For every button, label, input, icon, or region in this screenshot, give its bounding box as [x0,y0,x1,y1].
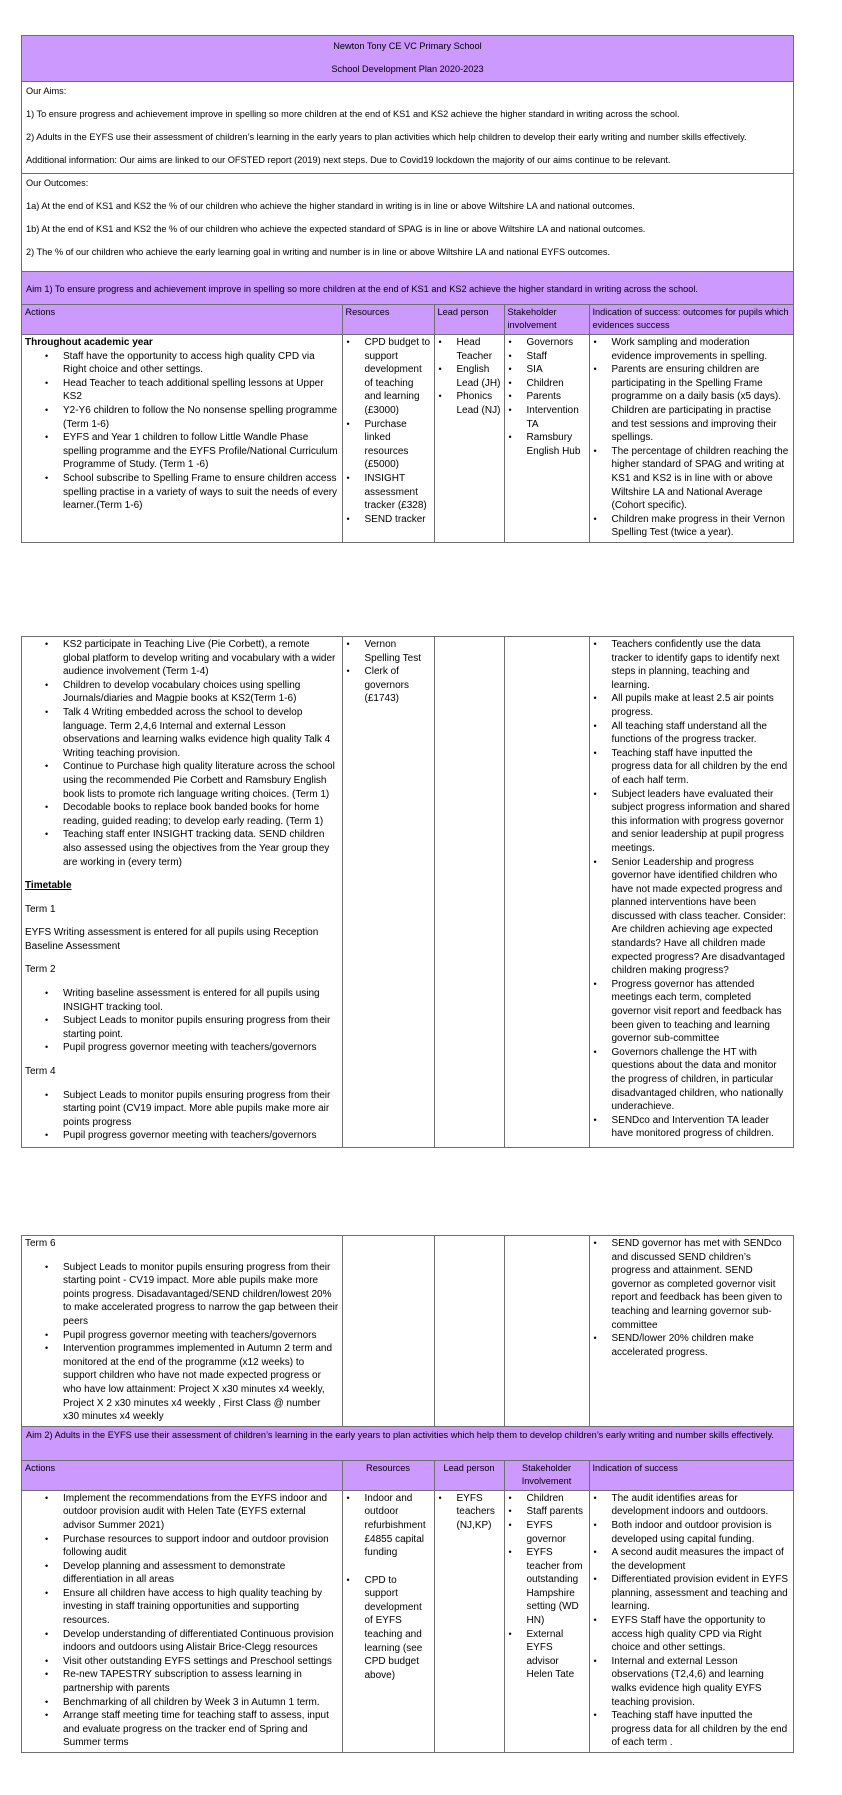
term6-list [25,1261,339,1424]
actions-heading: Throughout academic year [25,337,153,348]
term-label: Term 6 [25,1238,56,1249]
our-aims [22,82,793,174]
our-outcomes [22,174,793,272]
table-row [22,335,793,542]
table-header-row [22,1461,793,1491]
list-item: • Work sampling and moderation evidence improvements in spelling. [612,336,791,363]
list-item: • All teaching staff understand all the functions of the progress tracker. [612,720,791,747]
list-item: • Writing baseline assessment is entered for all pupils using INSIGHT tracking tool. [63,987,339,1014]
stakeholder-cell [504,1490,589,1752]
list-item: • Pupil progress governor meeting with teachers/governors [63,1129,339,1143]
success-list [593,1492,791,1750]
table-row [22,1490,793,1752]
outcomes-heading: Our Outcomes: [26,178,89,188]
list-item: • Arrange staff meeting time for teaching staff to assess, input and evaluate progress on the tracker end of Spring and Summer terms [63,1709,339,1750]
list-item: • Purchase resources to support indoor and outdoor provision following audit [63,1533,339,1560]
timetable-heading: Timetable [25,880,72,892]
aim2-title: Aim 2) Adults in the EYFS use their assessment of children’s learning in the early years to plan activities which help them to develop children’s early writing and number skills effectively. [22,1427,793,1461]
list-item: • Differentiated provision evident in EYFS planning, assessment and teaching and learning. [612,1573,791,1614]
actions-cell [22,637,342,1147]
list-item: • Pupil progress governor meeting with teachers/governors [63,1041,339,1055]
list-item: • The audit identifies areas for development indoors and outdoors. [612,1492,791,1519]
list-item: • Teaching staff have inputted the progress data for all children by the end of each half term. [612,747,791,788]
term1-text: EYFS Writing assessment is entered for all pupils using Reception Baseline Assessment [25,927,319,952]
actions-cell [22,1236,342,1426]
col-resources: Resources [342,1461,434,1491]
list-item: • Phonics Lead (NJ) [457,390,501,417]
aim2-table [22,1461,793,1752]
list-item: • Staff parents [527,1505,586,1519]
success-cell [589,1490,793,1752]
stakeholder-list [508,1492,586,1682]
col-stakeholder: Stakeholder Involvement [504,1461,589,1491]
actions-cell [22,1490,342,1752]
resources-cell [342,637,434,1147]
list-item: • Pupil progress governor meeting with teachers/governors [63,1329,339,1343]
lead-list [438,1492,501,1533]
list-item: • Intervention TA [527,404,586,431]
aim1-table-continued [22,637,793,1147]
col-actions: Actions [22,305,342,335]
list-item: • Intervention programmes implemented in Autumn 2 term and monitored at the end of the programme (x12 weeks) to support children who have not made expected progress or who have low attainment: Project X x30 minutes x4 weekly, Project X 2 x30 minutes x4 weekly , First Class @ number x30 minutes x4 weekly [63,1342,339,1424]
resources-list [346,1574,431,1683]
term-label: Term 1 [25,903,56,915]
col-lead-person: Lead person [434,1461,504,1491]
plan-page-2 [21,636,794,1148]
list-item: • Visit other outstanding EYFS settings and Preschool settings [63,1655,339,1669]
col-stakeholder: Stakeholder involvement [504,305,589,335]
list-item: • SEND/lower 20% children make accelerated progress. [612,1332,791,1359]
outcome-item: 2) The % of our children who achieve the early learning goal in writing and number is in line or above Wiltshire LA and national EYFS outcomes. [26,247,611,257]
list-item: • Benchmarking of all children by Week 3 in Autumn 1 term. [63,1696,339,1710]
plan-page-3 [21,1235,794,1753]
list-item: • Clerk of governors (£1743) [365,665,431,706]
list-item: • Governors [527,336,586,350]
actions-cell [22,335,342,542]
school-name: Newton Tony CE VC Primary School [333,41,482,51]
list-item: • Head Teacher to teach additional spelling lessons at Upper KS2 [63,377,339,404]
lead-cell [434,1490,504,1752]
aim1-table-wrap [22,305,793,542]
list-item: • Children [527,377,586,391]
stakeholder-cell [504,335,589,542]
stakeholder-list [508,336,586,458]
list-item: • Governors challenge the HT with questions about the data and monitor the progress of children, in particular disadvantaged children, who nationally underachieve. [612,1046,791,1114]
list-item: • Senior Leadership and progress governor have identified children who have not made expected progress and planned interventions have been discussed with class teacher. Consider: Are children achieving age expected standards? Have all children made expected progress? Are disadvantaged children making progress? [612,856,791,978]
lead-cell [434,335,504,542]
list-item: • Parents [527,390,586,404]
list-item: • Develop planning and assessment to demonstrate differentiation in all areas [63,1560,339,1587]
col-resources: Resources [342,305,434,335]
stakeholder-cell [504,1236,589,1426]
success-cell [589,1236,793,1426]
col-success: Indication of success: outcomes for pupils which evidences success [589,305,793,335]
list-item: • External EYFS advisor Helen Tate [527,1628,586,1682]
outcome-item: 1b) At the end of KS1 and KS2 the % of our children who achieve the expected standard of SPAG is in line or above Wiltshire LA and national outcomes. [26,224,646,234]
list-item: • Indoor and outdoor refurbishment £4855 capital funding [365,1492,431,1560]
list-item: • Re-new TAPESTRY subscription to assess learning in partnership with parents [63,1668,339,1695]
list-item: • EYFS governor [527,1519,586,1546]
list-item: • Head Teacher [457,336,501,363]
list-item: • SENDco and Intervention TA leader have monitored progress of children. [612,1114,791,1141]
list-item: • The percentage of children reaching the higher standard of SPAG and writing at KS1 and KS2 is in line with or above Wiltshire LA and National Average (Cohort specific). [612,445,791,513]
list-item: • CPD budget to support development of teaching and learning (£3000) [365,336,431,418]
list-item: • CPD to support development of EYFS teaching and learning (see CPD budget above) [365,1574,431,1683]
list-item: • Develop understanding of differentiated Continuous provision indoors and outdoors using Alistair Brice-Clegg resources [63,1628,339,1655]
list-item: • Both indoor and outdoor provision is developed using capital funding. [612,1519,791,1546]
list-item: • SIA [527,363,586,377]
list-item: • Y2-Y6 children to follow the No nonsense spelling programme (Term 1-6) [63,404,339,431]
list-item: • Purchase linked resources (£5000) [365,418,431,472]
list-item: • Implement the recommendations from the EYFS indoor and outdoor provision audit with Helen Tate (EYFS external advisor Summer 2021) [63,1492,339,1533]
resources-list [346,1492,431,1560]
success-list [593,336,791,540]
term4-list [25,1089,339,1143]
aim-item: 1) To ensure progress and achievement improve in spelling so more children at the end of KS1 and KS2 achieve the higher standard in writing across the school. [26,109,680,119]
list-item: • School subscribe to Spelling Frame to ensure children access spelling practise in a variety of ways to suit the needs of every learner.(Term 1-6) [63,472,339,513]
lead-list [438,336,501,418]
outcome-item: 1a) At the end of KS1 and KS2 the % of our children who achieve the higher standard in writing is in line or above Wiltshire LA and national outcomes. [26,201,635,211]
list-item: • Staff have the opportunity to access high quality CPD via Right choice and other settings. [63,350,339,377]
plan-page-1 [21,35,794,543]
list-item: • EYFS and Year 1 children to follow Little Wandle Phase spelling programme and the EYFS Profile/National Curriculum Programme of Study. (Term 1 -6) [63,431,339,472]
aim1-table-term6 [22,1236,793,1426]
actions-list [25,1492,339,1750]
list-item: • EYFS teacher from outstanding Hampshire setting (WD HN) [527,1546,586,1628]
list-item: • Decodable books to replace book banded books for home reading, guided reading; to develop early reading. (Term 1) [63,801,339,828]
actions-list [25,350,339,513]
aims-heading: Our Aims: [26,86,67,96]
list-item: • English Lead (JH) [457,363,501,390]
plan-title: School Development Plan 2020-2023 [331,64,484,74]
table-header-row [22,305,793,335]
list-item: • Internal and external Lesson observations (T2,4,6) and learning walks evidence high quality EYFS teaching provision. [612,1655,791,1709]
success-list [593,1237,791,1359]
list-item: • Subject Leads to monitor pupils ensuring progress from their starting point. [63,1014,339,1041]
resources-list [346,336,431,526]
list-item: • Continue to Purchase high quality literature across the school using the recommended Pie Corbett and Ramsbury English book lists to promote rich language writing choices. (Term 1) [63,760,339,801]
resources-cell [342,1236,434,1426]
term-label: Term 2 [25,964,56,976]
aim1-title: Aim 1) To ensure progress and achievement improve in spelling so more children at the end of KS1 and KS2 achieve the higher standard in writing across the school. [22,272,793,305]
list-item: • KS2 participate in Teaching Live (Pie Corbett), a remote global platform to develop writing and vocabulary with a wider audience involvement (Term 1-4) [63,638,339,679]
list-item: • Talk 4 Writing embedded across the school to develop language. Term 2,4,6 Internal and external Lesson observations and learning walks evidence high quality Talk 4 Writing teaching provision. [63,706,339,760]
success-list [593,638,791,1141]
list-item: • SEND tracker [365,513,431,527]
list-item: • Subject leaders have evaluated their subject progress information and shared this information with progress governor and senior leadership at pupil progress meetings. [612,788,791,856]
actions-list [25,638,339,869]
list-item: • Teachers confidently use the data tracker to identify gaps to identify next steps in planning, teaching and learning. [612,638,791,692]
col-lead-person: Lead person [434,305,504,335]
lead-cell [434,637,504,1147]
list-item: • SEND governor has met with SENDco and discussed SEND children’s progress and attainment. SEND governor as completed governor visit report and feedback has been given to teaching and learning governor sub-committee [612,1237,791,1332]
list-item: • Subject Leads to monitor pupils ensuring progress from their starting point - CV19 impact. More able pupils make more points progress. Disadavantaged/SEND children/lowest 20% to make accelerated progress to narrow the gap between their peers [63,1261,339,1329]
list-item: • A second audit measures the impact of the development [612,1546,791,1573]
list-item: • Subject Leads to monitor pupils ensuring progress from their starting point (CV19 impact. More able pupils make more air points progress [63,1089,339,1130]
col-actions: Actions [22,1461,342,1491]
resources-cell [342,335,434,542]
list-item: • Ramsbury English Hub [527,431,586,458]
list-item: • INSIGHT assessment tracker (£328) [365,472,431,513]
list-item: • Teaching staff enter INSIGHT tracking data. SEND children also assessed using the objectives from the Year group they are working in (every term) [63,828,339,869]
col-success: Indication of success [589,1461,793,1491]
list-item: • Children to develop vocabulary choices using spelling Journals/diaries and Magpie books at KS2(Term 1-6) [63,679,339,706]
list-item: • Staff [527,350,586,364]
list-item: • Teaching staff have inputted the progress data for all children by the end of each term . [612,1709,791,1750]
stakeholder-cell [504,637,589,1147]
additional-info: Additional information: Our aims are linked to our OFSTED report (2019) next steps. Due to Covid19 lockdown the majority of our aims continue to be relevant. [26,155,671,165]
list-item: • EYFS Staff have the opportunity to access high quality CPD via Right choice and other settings. [612,1614,791,1655]
list-item: • Vernon Spelling Test [365,638,431,665]
resources-cell [342,1490,434,1752]
resources-list [346,638,431,706]
term-label: Term 4 [25,1066,56,1078]
term2-list [25,987,339,1055]
table-row [22,637,793,1147]
aim1-table [22,305,793,542]
list-item: • EYFS teachers (NJ,KP) [457,1492,501,1533]
lead-cell [434,1236,504,1426]
aim2-table-wrap [22,1461,793,1752]
table-row [22,1236,793,1426]
document-header [22,36,793,82]
success-cell [589,637,793,1147]
list-item: • Ensure all children have access to high quality teaching by investing in staff training opportunities and supporting resources. [63,1587,339,1628]
success-cell [589,335,793,542]
list-item: • Progress governor has attended meetings each term, completed governor visit report and feedback has been given to teaching and learning governor sub-committee [612,978,791,1046]
list-item: • Parents are ensuring children are participating in the Spelling Frame programme on a daily basis (x5 days). Children are participating in practise and test sessions and improving their spellings. [612,363,791,445]
aim-item: 2) Adults in the EYFS use their assessment of children’s learning in the early years to plan activities which help children to develop their early writing and number skills effectively. [26,132,747,142]
list-item: • Children [527,1492,586,1506]
list-item: • All pupils make at least 2.5 air points progress. [612,692,791,719]
aim1-term6-wrap [22,1236,793,1427]
list-item: • Children make progress in their Vernon Spelling Test (twice a year). [612,513,791,540]
